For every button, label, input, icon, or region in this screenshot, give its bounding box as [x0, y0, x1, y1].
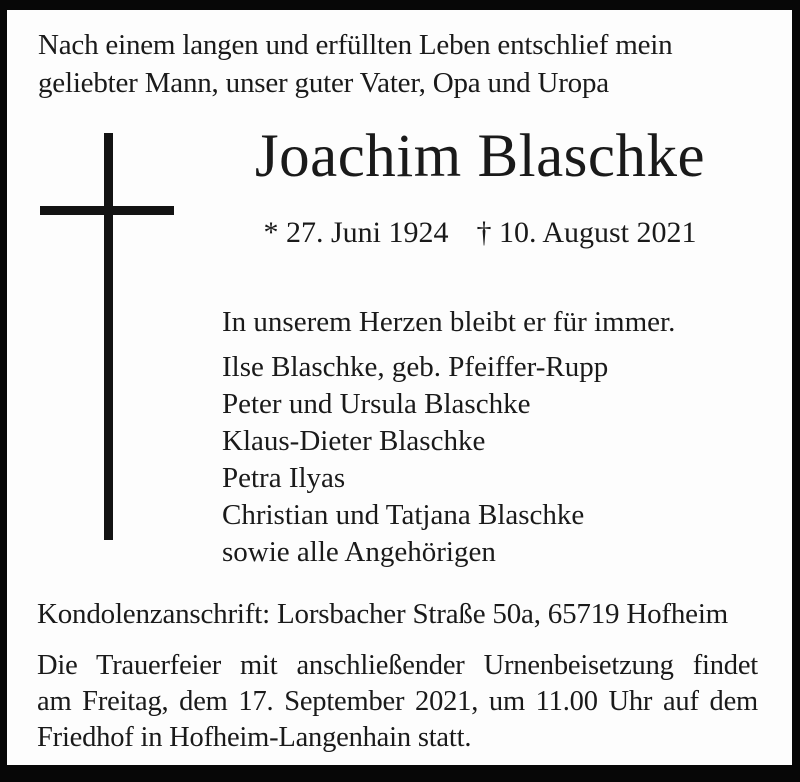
mourner-line: Petra Ilyas — [222, 462, 346, 494]
mourner-line: sowie alle Angehörigen — [222, 536, 496, 568]
condolence-address: Kondolenzanschrift: Lorsbacher Straße 50a, 65719 Hofheim — [37, 598, 729, 630]
funeral-line-3: Friedhof in Hofheim-Langenhain statt. — [37, 722, 472, 753]
mourner-line: Christian und Tatjana Blaschke — [222, 499, 585, 531]
birth-date: * 27. Juni 1924 — [263, 216, 449, 249]
intro-line-2: geliebter Mann, unser guter Vater, Opa und Uropa — [38, 67, 609, 99]
cross-icon-horizontal-bar — [40, 206, 174, 215]
death-date: † 10. August 2021 — [476, 216, 697, 249]
mourner-line: Peter und Ursula Blaschke — [222, 388, 531, 420]
intro-text — [38, 26, 768, 102]
mourner-line: Klaus-Dieter Blaschke — [222, 425, 486, 457]
deceased-name: Joachim Blaschke — [254, 123, 706, 190]
life-dates — [185, 216, 775, 250]
mourner-line: Ilse Blaschke, geb. Pfeiffer-Rupp — [222, 351, 609, 383]
memorial-line: In unserem Herzen bleibt er für immer. — [222, 306, 676, 338]
intro-line-1: Nach einem langen und erfüllten Leben entschlief mein — [38, 29, 673, 61]
funeral-info — [37, 648, 758, 756]
funeral-line-1: Die Trauerfeier mit anschließender Urnenbeisetzung findet — [37, 650, 758, 681]
funeral-line-2: am Freitag, dem 17. September 2021, um 11.00 Uhr auf dem — [37, 686, 758, 717]
mourners-list — [222, 349, 608, 571]
cross-icon-vertical-bar — [104, 133, 113, 540]
